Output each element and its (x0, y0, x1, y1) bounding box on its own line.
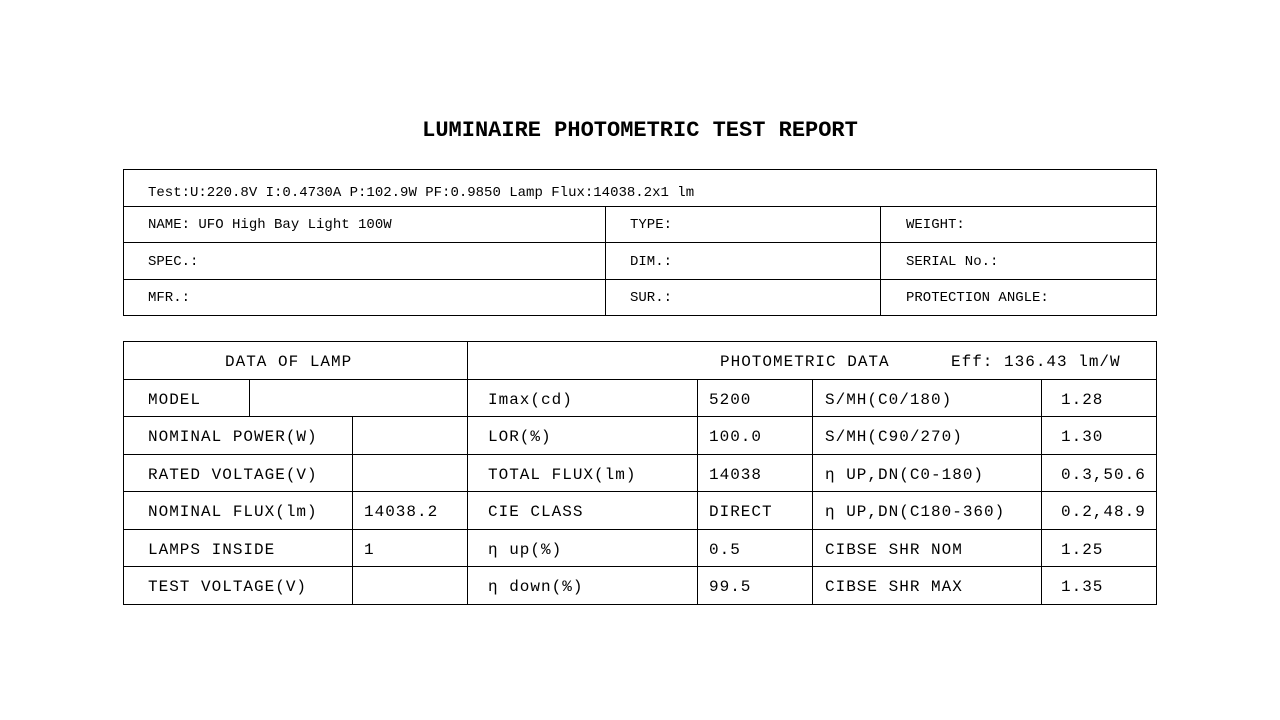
photo-value-1: 5200 (709, 391, 752, 409)
photo-label-2: S/MH(C0/180) (825, 391, 953, 409)
lamp-row-label: TEST VOLTAGE(V) (148, 578, 308, 596)
photo-label-1: η down(%) (488, 578, 584, 596)
photo-value-2: 1.28 (1061, 391, 1104, 409)
photo-value-1: DIRECT (709, 503, 773, 521)
photo-label-1: LOR(%) (488, 428, 552, 446)
mfr-label: MFR.: (148, 290, 191, 306)
lamp-row-value: 14038.2 (364, 503, 439, 521)
lamp-row-label: NOMINAL FLUX(lm) (148, 503, 318, 521)
test-conditions: Test:U:220.8V I:0.4730A P:102.9W PF:0.9850 Lamp Flux:14038.2x1 lm (148, 185, 695, 201)
protection-angle-label: PROTECTION ANGLE: (906, 290, 1049, 306)
type-label: TYPE: (630, 217, 673, 233)
photo-label-2: η UP,DN(C0-180) (825, 466, 985, 484)
sur-label: SUR.: (630, 290, 673, 306)
efficacy: Eff: 136.43 lm/W (951, 353, 1121, 371)
photo-label-2: CIBSE SHR MAX (825, 578, 963, 596)
photo-value-2: 0.3,50.6 (1061, 466, 1146, 484)
lamp-data-header: DATA OF LAMP (225, 353, 353, 371)
serial-label: SERIAL No.: (906, 254, 999, 270)
photo-value-2: 0.2,48.9 (1061, 503, 1146, 521)
lamp-row-label: NOMINAL POWER(W) (148, 428, 318, 446)
photo-value-1: 99.5 (709, 578, 752, 596)
photo-value-1: 0.5 (709, 541, 741, 559)
photo-value-1: 100.0 (709, 428, 763, 446)
luminaire-name: NAME: UFO High Bay Light 100W (148, 217, 392, 233)
photo-value-1: 14038 (709, 466, 763, 484)
photo-label-1: η up(%) (488, 541, 563, 559)
spec-label: SPEC.: (148, 254, 199, 270)
dim-label: DIM.: (630, 254, 673, 270)
report-title: LUMINAIRE PHOTOMETRIC TEST REPORT (422, 118, 858, 143)
photo-value-2: 1.35 (1061, 578, 1104, 596)
weight-label: WEIGHT: (906, 217, 965, 233)
photo-label-1: CIE CLASS (488, 503, 584, 521)
lamp-row-label: RATED VOLTAGE(V) (148, 466, 318, 484)
photo-label-1: TOTAL FLUX(lm) (488, 466, 637, 484)
photo-value-2: 1.25 (1061, 541, 1104, 559)
photometric-data-header: PHOTOMETRIC DATA (720, 353, 890, 371)
photo-label-2: CIBSE SHR NOM (825, 541, 963, 559)
photo-label-2: S/MH(C90/270) (825, 428, 963, 446)
model-label: MODEL (148, 391, 202, 409)
lamp-row-value: 1 (364, 541, 375, 559)
photo-value-2: 1.30 (1061, 428, 1104, 446)
photo-label-2: η UP,DN(C180-360) (825, 503, 1006, 521)
photo-label-1: Imax(cd) (488, 391, 573, 409)
lamp-row-label: LAMPS INSIDE (148, 541, 276, 559)
